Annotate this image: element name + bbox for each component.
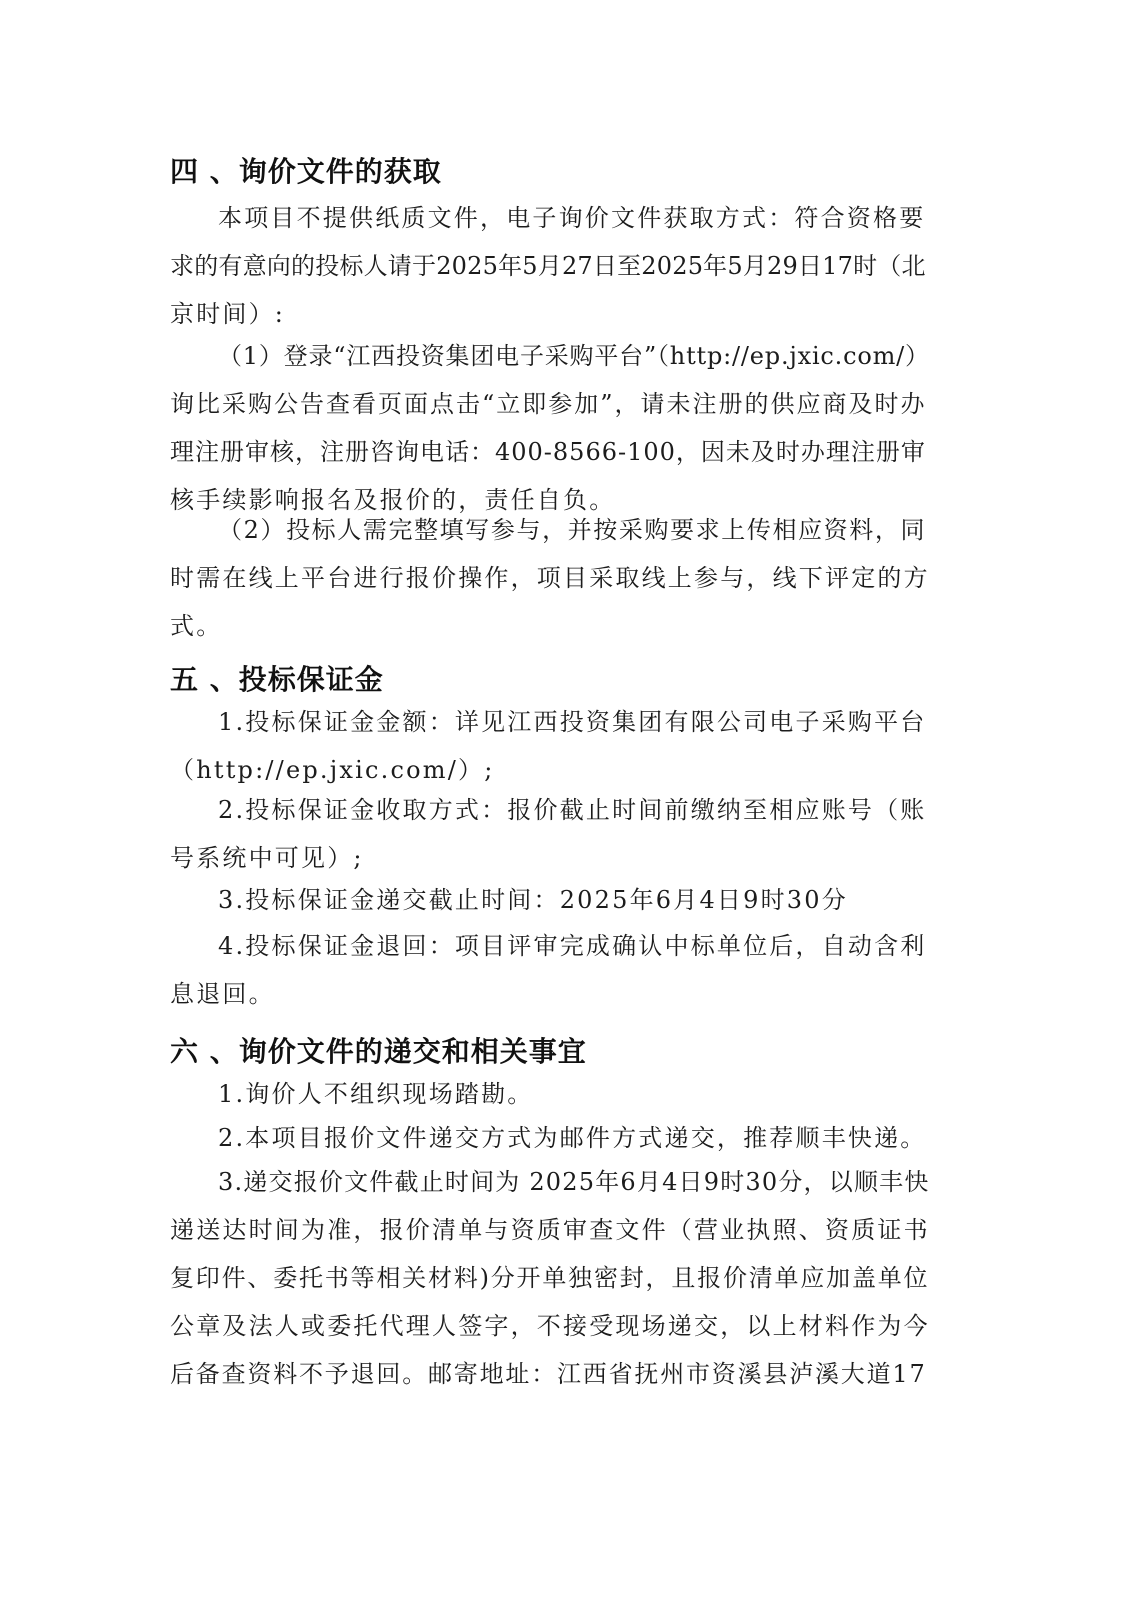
text-line: 2.本项目报价文件递交方式为邮件方式递交，推荐顺丰快递。 (218, 1124, 927, 1152)
text-line: 号系统中可见）; (170, 844, 364, 872)
text-line: 息退回。 (170, 980, 275, 1008)
paragraph (170, 876, 930, 924)
section-heading-4: 四 、询价文件的获取 (170, 155, 442, 188)
text-line: 1.投标保证金金额：详见江西投资集团有限公司电子采购平台 (218, 708, 927, 736)
text-line: 3.递交报价文件截止时间为 2025年6月4日9时30分，以顺丰快 (218, 1168, 930, 1196)
paragraph (170, 194, 930, 338)
text-line: 询比采购公告查看页面点击“立即参加”，请未注册的供应商及时办 (170, 390, 927, 418)
text-line: 时需在线上平台进行报价操作，项目采取线上参与，线下评定的方 (170, 564, 930, 592)
paragraph (170, 786, 930, 882)
text-line: 本项目不提供纸质文件，电子询价文件获取方式：符合资格要 (218, 204, 926, 232)
section-heading-6: 六 、询价文件的递交和相关事宜 (170, 1035, 587, 1068)
paragraph (170, 1070, 930, 1118)
text-line: 1.询价人不组织现场踏勘。 (218, 1080, 534, 1108)
text-line: 京时间）: (170, 300, 286, 328)
text-line: 复印件、委托书等相关材料)分开单独密封，且报价清单应加盖单位 (170, 1264, 930, 1292)
paragraph (170, 698, 930, 794)
text-line: 后备查资料不予退回。邮寄地址：江西省抚州市资溪县泸溪大道17 (170, 1360, 927, 1388)
text-line: 4.投标保证金退回：项目评审完成确认中标单位后，自动含利 (218, 932, 927, 960)
section-heading-5: 五 、投标保证金 (170, 663, 384, 696)
paragraph (170, 1114, 930, 1162)
text-line: 式。 (170, 612, 223, 640)
text-line: 求的有意向的投标人请于2025年5月27日至2025年5月29日17时（北 (170, 252, 926, 280)
text-line: 核手续影响报名及报价的，责任自负。 (170, 486, 616, 514)
text-line: 理注册审核，注册咨询电话：400-8566-100，因未及时办理注册审 (170, 438, 926, 466)
text-line: （http://ep.jxic.com/）; (170, 756, 495, 784)
paragraph (170, 922, 930, 1018)
paragraph (170, 1158, 930, 1398)
text-line: 3.投标保证金递交截止时间：2025年6月4日9时30分 (218, 886, 848, 914)
text-line: （1）登录“江西投资集团电子采购平台”（http://ep.jxic.com/） (218, 342, 930, 370)
paragraph (170, 506, 930, 650)
text-line: （2）投标人需完整填写参与，并按采购要求上传相应资料，同 (218, 516, 927, 544)
text-line: 公章及法人或委托代理人签字，不接受现场递交，以上材料作为今 (170, 1312, 930, 1340)
paragraph (170, 332, 930, 524)
text-line: 2.投标保证金收取方式：报价截止时间前缴纳至相应账号（账 (218, 796, 927, 824)
text-line: 递送达时间为准，报价清单与资质审查文件（营业执照、资质证书 (170, 1216, 930, 1244)
